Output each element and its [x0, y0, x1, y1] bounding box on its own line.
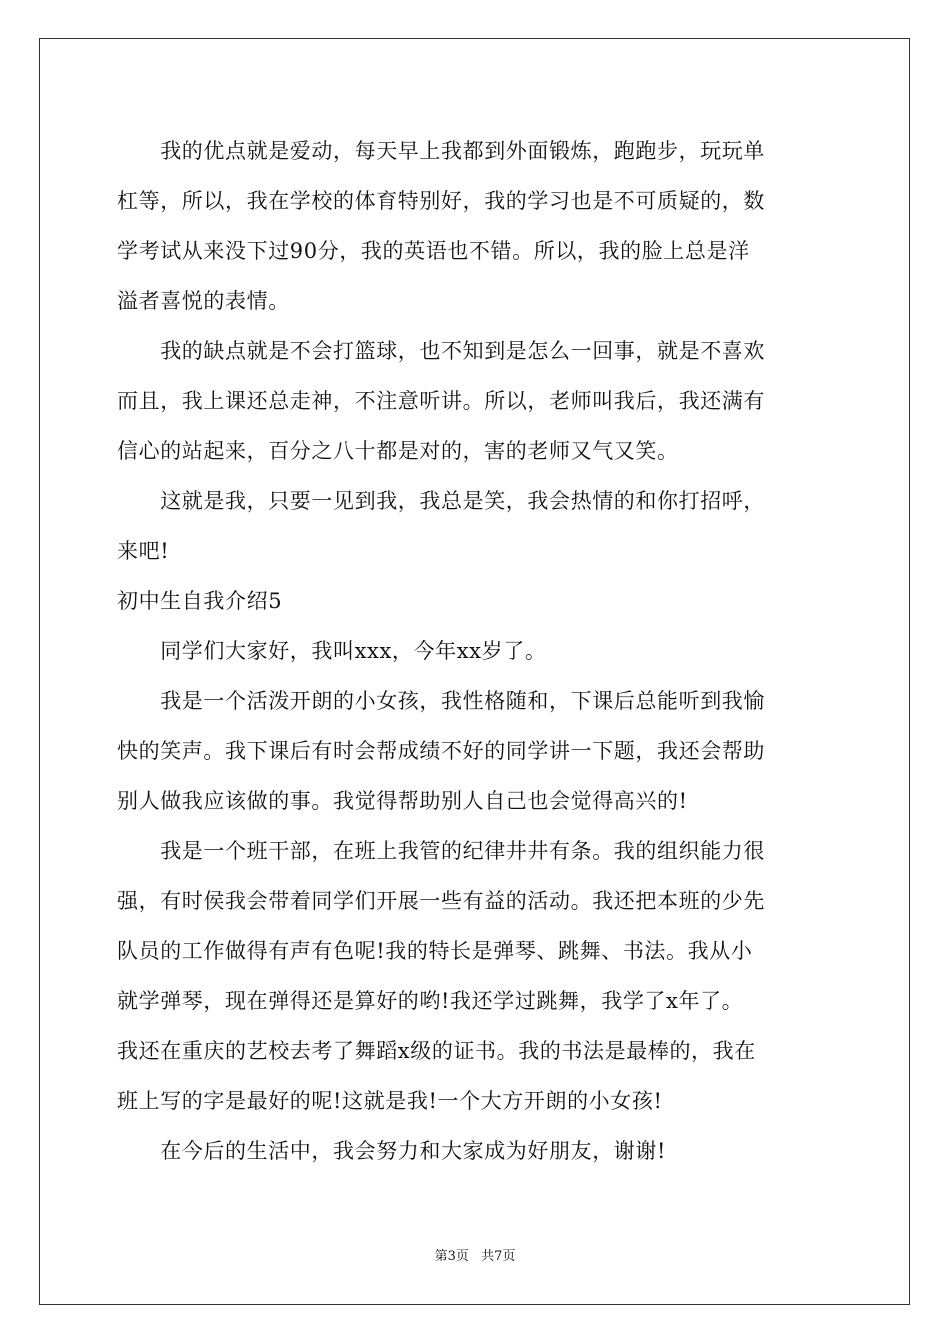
text-line: 我的优点就是爱动，每天早上我都到外面锻炼，跑跑步，玩玩单	[117, 139, 765, 163]
text-line: 快的笑声。我下课后有时会帮成绩不好的同学讲一下题，我还会帮助	[117, 739, 765, 763]
text-line: 我的缺点就是不会打篮球，也不知到是怎么一回事，就是不喜欢	[117, 339, 765, 363]
section-heading: 初中生自我介绍5	[117, 589, 283, 613]
text-line: 队员的工作做得有声有色呢!我的特长是弹琴、跳舞、书法。我从小	[117, 939, 753, 963]
text-line: 我是一个活泼开朗的小女孩，我性格随和，下课后总能听到我愉	[117, 689, 765, 713]
text-line: 同学们大家好，我叫xxx，今年xx岁了。	[117, 639, 547, 663]
text-line: 强，有时侯我会带着同学们开展一些有益的活动。我还把本班的少先	[117, 889, 765, 913]
text-line: 别人做我应该做的事。我觉得帮助别人自己也会觉得高兴的!	[117, 789, 688, 813]
text-line: 这就是我，只要一见到我，我总是笑，我会热情的和你打招呼，	[117, 489, 765, 513]
text-line: 信心的站起来，百分之八十都是对的，害的老师又气又笑。	[117, 439, 679, 463]
text-line: 就学弹琴，现在弹得还是算好的哟!我还学过跳舞，我学了x年了。	[117, 989, 744, 1013]
text-line: 在今后的生活中，我会努力和大家成为好朋友，谢谢!	[117, 1139, 667, 1163]
text-line: 学考试从来没下过90分，我的英语也不错。所以，我的脸上总是洋	[117, 239, 750, 263]
text-line: 来吧!	[117, 539, 170, 563]
text-line: 而且，我上课还总走神，不注意听讲。所以，老师叫我后，我还满有	[117, 389, 765, 413]
text-line: 我还在重庆的艺校去考了舞蹈x级的证书。我的书法是最棒的，我在	[117, 1039, 756, 1063]
text-line: 班上写的字是最好的呢!这就是我!一个大方开朗的小女孩!	[117, 1089, 663, 1113]
text-line: 杠等，所以，我在学校的体育特别好，我的学习也是不可质疑的，数	[117, 189, 765, 213]
text-line: 我是一个班干部，在班上我管的纪律井井有条。我的组织能力很	[117, 839, 765, 863]
page-footer	[0, 1248, 950, 1266]
page-total: 共7页	[481, 1249, 516, 1264]
text-line: 溢者喜悦的表情。	[117, 289, 290, 313]
page-number: 第3页	[434, 1249, 469, 1264]
